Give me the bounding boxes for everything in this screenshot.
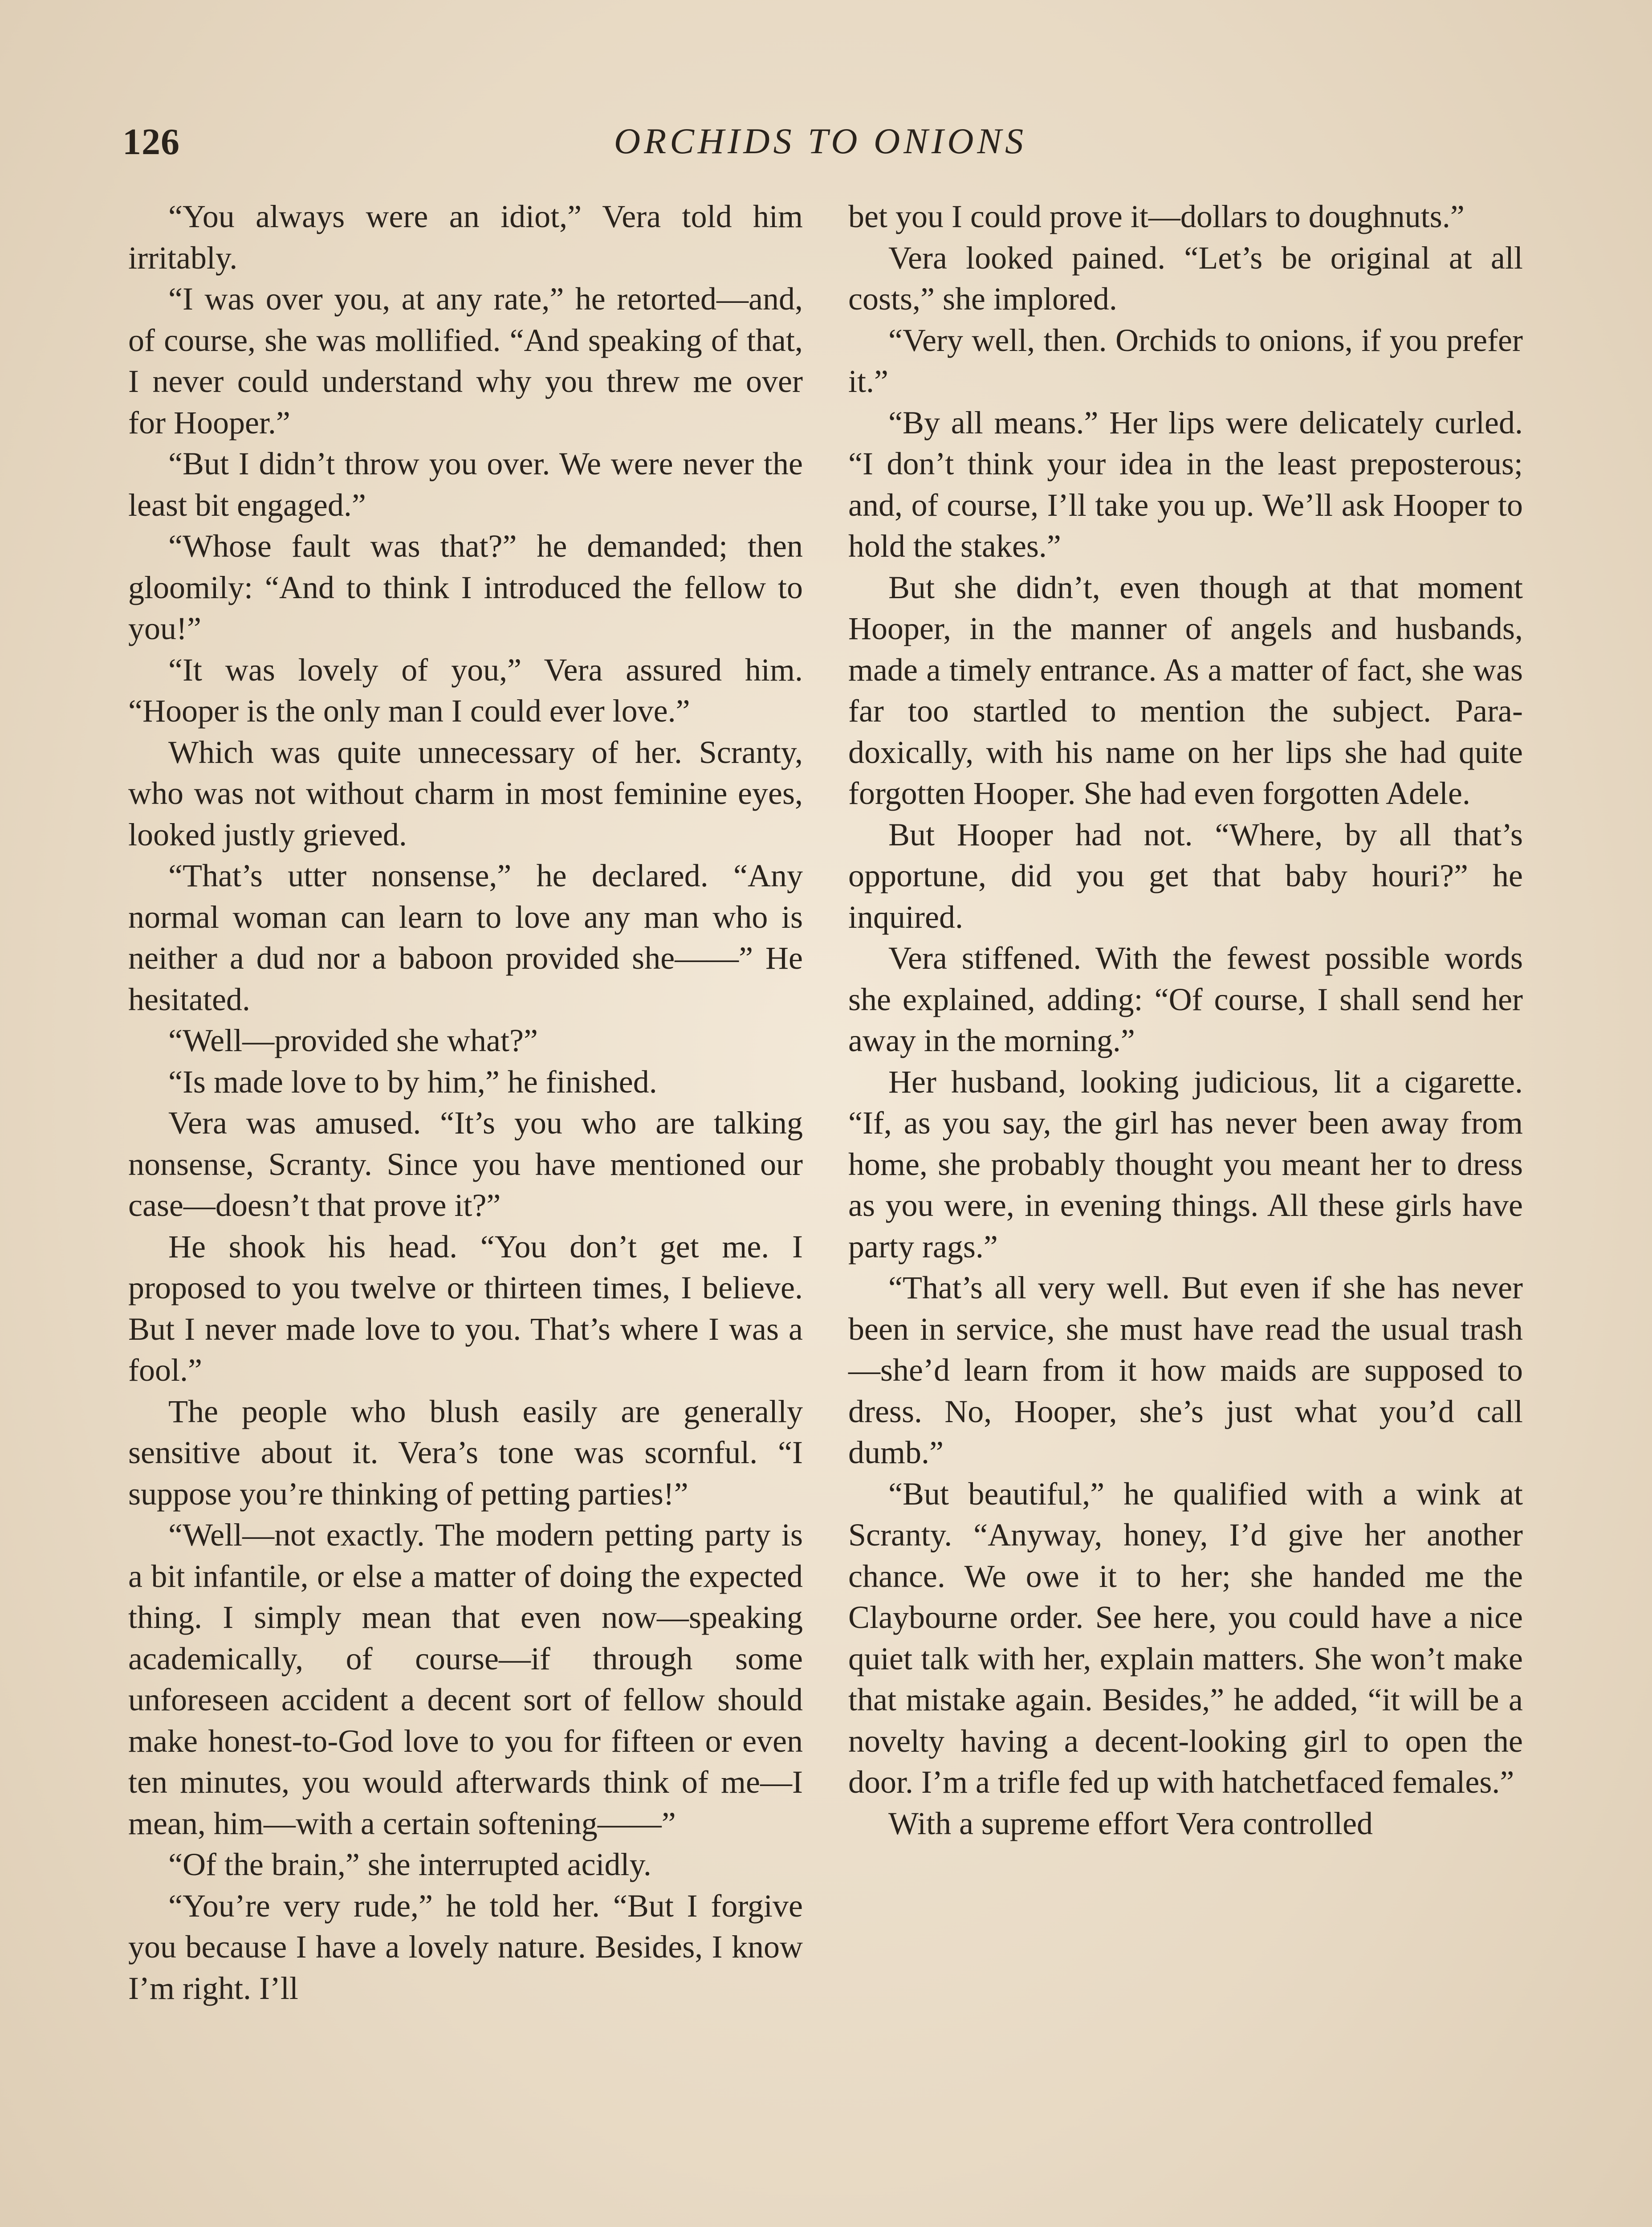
paragraph: “You’re very rude,” he told her. “But I forgive you because I have a lovely nature. Besides, I know I’m right. I’ll: [128, 1888, 803, 2006]
right-column: [848, 196, 1523, 1844]
paragraph: “But I didn’t throw you over. We were never the least bit engaged.”: [128, 446, 803, 523]
page-header: [122, 120, 1518, 174]
running-title: ORCHIDS TO ONIONS: [614, 121, 1027, 161]
paragraph: “I was over you, at any rate,” he retorted—and, of course, she was mollified. “And speaking of that, I never could understand why you threw me over for Hooper.”: [128, 281, 803, 441]
paragraph: “You always were an idiot,” Vera told him irritably.: [128, 199, 803, 276]
paragraph: Which was quite unnecessary of her. Scranty, who was not without charm in most feminine eyes, looked justly grieved.: [128, 734, 803, 852]
paragraph: “Well—not exactly. The modern petting party is a bit infantile, or else a matter of doing the expected thing. I simply mean that even now—speaking academically, of course—if through some unforeseen accident a decent sort of fellow should make honest-to-God love to you for fifteen or even ten minutes, you would afterwards think of me—I mean, him—with a certain softening——”: [128, 1517, 803, 1841]
paragraph: Her husband, looking judicious, lit a cigarette. “If, as you say, the girl has never been away from home, she probably thought you meant her to dress as you were, in evening things. All these girls have party rags.”: [848, 1064, 1523, 1264]
paragraph: But Hooper had not. “Where, by all that’s opportune, did you get that baby houri?” he inquired.: [848, 816, 1523, 935]
left-column: [128, 196, 803, 2009]
paragraph: “It was lovely of you,” Vera assured him. “Hooper is the only man I could ever love.”: [128, 652, 803, 729]
paragraph: “That’s utter nonsense,” he declared. “Any normal woman can learn to love any man who is neither a dud nor a baboon provided she——” He hesitated.: [128, 858, 803, 1017]
paragraph-continuation: bet you I could prove it—dollars to doughnuts.”: [848, 199, 1465, 234]
paragraph: “Of the brain,” she interrupted acidly.: [168, 1847, 651, 1882]
paragraph: Vera looked pained. “Let’s be original at all costs,” she implored.: [848, 240, 1523, 317]
paragraph: “Is made love to by him,” he finished.: [168, 1064, 657, 1100]
paragraph: “Very well, then. Orchids to onions, if you prefer it.”: [848, 322, 1523, 399]
paragraph: The people who blush easily are generally sensitive about it. Vera’s tone was scornful. “I suppose you’re thinking of petting parties!”: [128, 1393, 803, 1512]
paragraph: He shook his head. “You don’t get me. I proposed to you twelve or thirteen times, I believe. But I never made love to you. That’s where I was a fool.”: [128, 1228, 803, 1388]
paragraph: Vera was amused. “It’s you who are talking nonsense, Scranty. Since you have mentioned our case—doesn’t that prove it?”: [128, 1105, 803, 1223]
paragraph: With a supreme effort Vera controlled: [888, 1805, 1373, 1841]
page-number: 126: [122, 121, 180, 163]
paragraph: Vera stiffened. With the fewest possible words she explained, adding: “Of course, I shall send her away in the morning.”: [848, 940, 1523, 1058]
paragraph: “By all means.” Her lips were delicately curled. “I don’t think your idea in the least preposterous; and, of course, I’ll take you up. We’ll ask Hooper to hold the stakes.”: [848, 404, 1523, 564]
paragraph: “But beautiful,” he qualified with a wink at Scranty. “Anyway, honey, I’d give her another chance. We owe it to her; she handed me the Claybourne order. See here, you could have a nice quiet talk with her, explain matters. She won’t make that mistake again. Besides,” he added, “it will be a novelty having a decent-looking girl to open the door. I’m a trifle fed up with hatchetfaced females.”: [848, 1476, 1523, 1800]
paragraph: “Whose fault was that?” he demanded; then gloomily: “And to think I introduced the fellow to you!”: [128, 528, 803, 646]
paragraph: “That’s all very well. But even if she has never been in service, she must have read the usual trash—she’d learn from it how maids are supposed to dress. No, Hooper, she’s just what you’d call dumb.”: [848, 1270, 1523, 1470]
paragraph: But she didn’t, even though at that moment Hooper, in the manner of angels and husbands, made a timely entrance. As a matter of fact, she was far too startled to mention the subject. Paradoxically, with his name on her lips she had quite forgotten Hooper. She had even forgotten Adele.: [848, 569, 1523, 811]
paragraph: “Well—provided she what?”: [168, 1023, 538, 1058]
